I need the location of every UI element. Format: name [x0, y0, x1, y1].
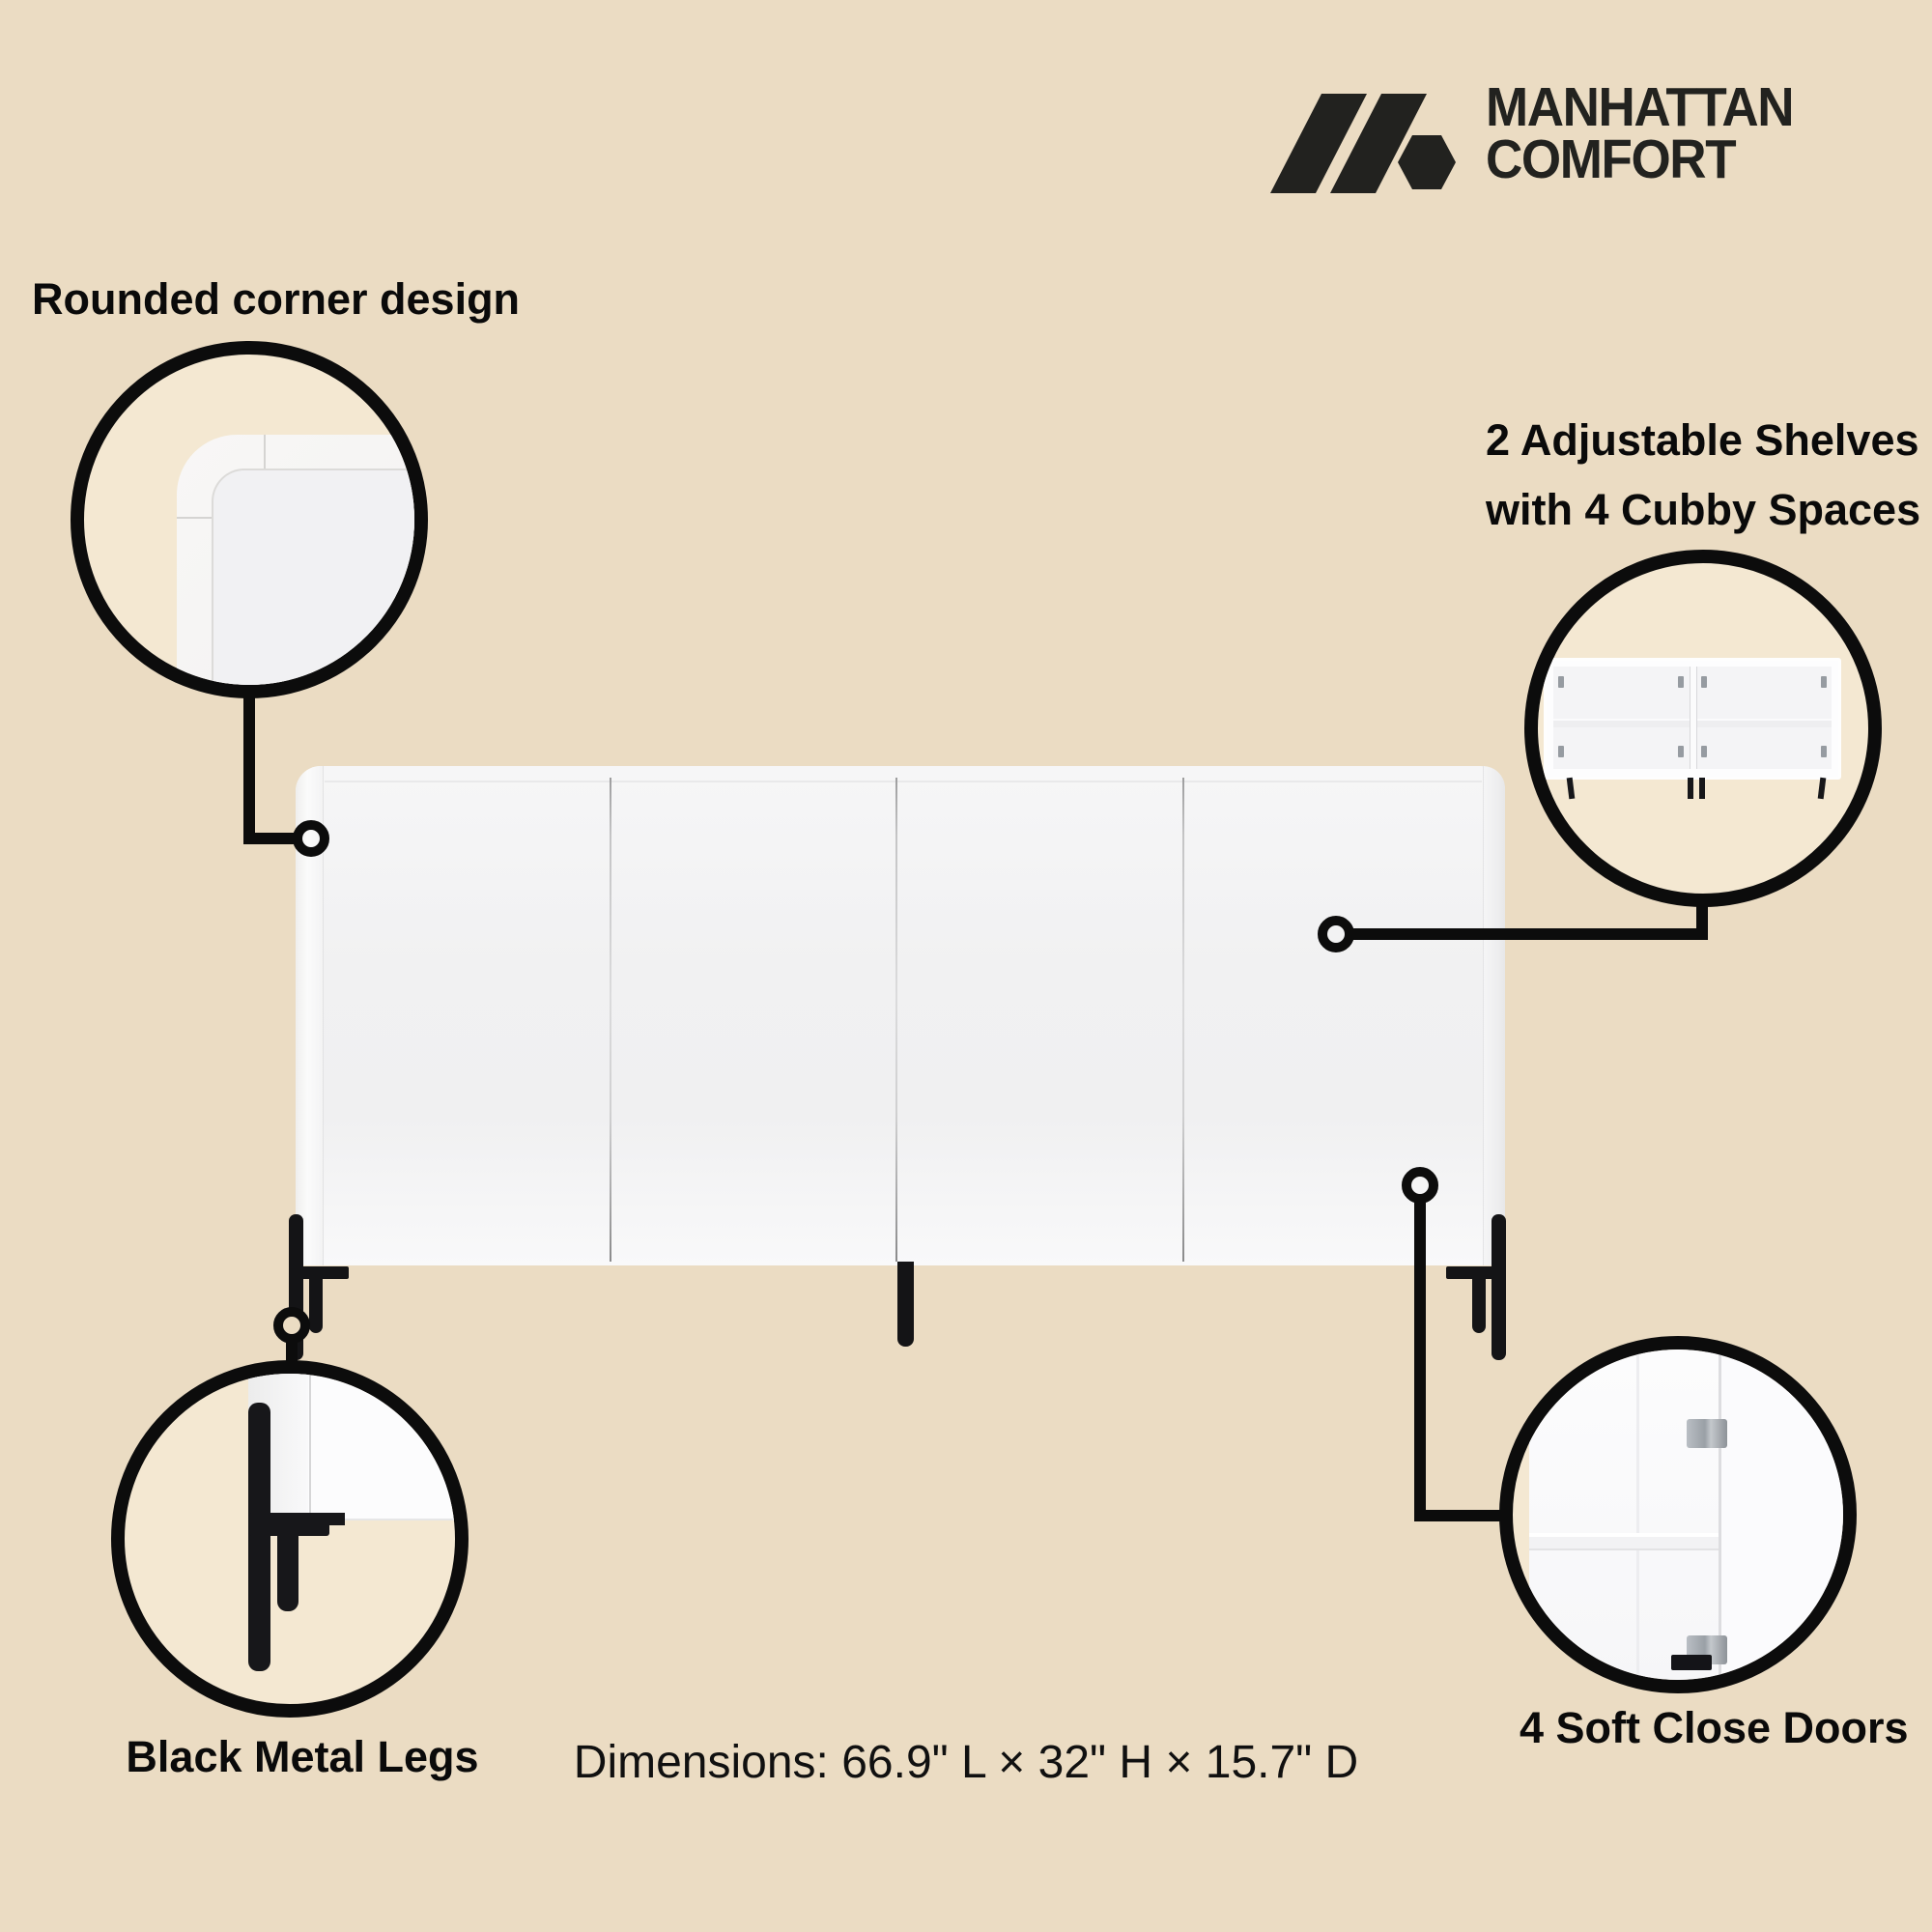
soft-close-doors-label: 4 Soft Close Doors [1520, 1703, 1909, 1752]
callout-dot-legs [273, 1307, 310, 1344]
corner-left-seam [177, 517, 212, 519]
mini-leg [1688, 778, 1693, 799]
mini-hinge-icon [1701, 746, 1707, 757]
cabinet-bottom-corner [248, 1374, 455, 1520]
corner-top-seam [264, 435, 266, 469]
left-leg-post [309, 1275, 323, 1333]
connector-doors-horizontal [1414, 1510, 1511, 1521]
brand-name [1486, 76, 1794, 190]
interior-back-corner [1636, 1350, 1639, 1680]
mini-leg [1818, 778, 1827, 800]
sideboard-product-image [296, 766, 1505, 1265]
corner-door-face [212, 469, 414, 685]
right-leg-post [1472, 1275, 1486, 1333]
mini-open-sideboard [1544, 658, 1841, 780]
mini-leg [1567, 778, 1576, 800]
corner-panel-edge [177, 435, 414, 685]
metal-leg-bracket-tip [326, 1513, 345, 1525]
callout-dot-doors [1402, 1167, 1438, 1204]
doors-detail-circle [1499, 1336, 1857, 1693]
mini-hinge-icon [1558, 676, 1564, 688]
brand-name-line2: COMFORT [1486, 128, 1736, 190]
doors-detail-image [1513, 1350, 1843, 1680]
shelves-label-line1: 2 Adjustable Shelves [1486, 415, 1919, 465]
shelves-label-line2: with 4 Cubby Spaces [1486, 485, 1921, 534]
mini-leg [1699, 778, 1705, 799]
cabinet-top-seam [325, 781, 1482, 782]
cabinet-right-edge [1483, 766, 1505, 1265]
callout-dot-shelves [1318, 916, 1354, 952]
brand-logo-icon [1268, 93, 1462, 199]
rounded-corner-label: Rounded corner design [32, 274, 521, 324]
mini-hinge-icon [1678, 746, 1684, 757]
door-seam-2 [895, 778, 897, 1262]
mini-center-divider [1690, 667, 1697, 769]
dimensions-text: Dimensions: 66.9" L × 32" H × 15.7" D [573, 1737, 1359, 1788]
connector-doors-vertical [1414, 1200, 1426, 1521]
middle-leg [897, 1262, 914, 1347]
connector-corner-horizontal [243, 833, 297, 844]
rounded-corner-detail-circle [71, 341, 428, 698]
door-bottom-foot [1671, 1655, 1712, 1670]
legs-detail-circle [111, 1360, 469, 1718]
legs-detail-image [125, 1374, 455, 1704]
logo-hexagon [1398, 135, 1456, 189]
connector-corner-vertical [243, 692, 255, 838]
soft-close-hinge-icon [1687, 1419, 1727, 1448]
shelves-detail-image [1538, 563, 1868, 894]
black-metal-legs-label: Black Metal Legs [126, 1732, 479, 1781]
open-door-panel [1719, 1350, 1843, 1680]
shelves-detail-circle [1524, 550, 1882, 907]
right-leg-side-bar [1492, 1214, 1506, 1360]
brand-name-line1: MANHATTAN [1486, 76, 1794, 138]
door-seam-3 [1182, 778, 1184, 1262]
rounded-corner-detail-image [84, 355, 414, 685]
door-seam-1 [610, 778, 611, 1262]
metal-leg-rear-post [277, 1536, 298, 1611]
mini-hinge-icon [1558, 746, 1564, 757]
mini-hinge-icon [1821, 746, 1827, 757]
mini-hinge-icon [1678, 676, 1684, 688]
mini-hinge-icon [1701, 676, 1707, 688]
connector-shelves-horizontal [1350, 928, 1708, 940]
mini-hinge-icon [1821, 676, 1827, 688]
interior-shelf [1529, 1533, 1719, 1550]
cabinet-door-seam [309, 1374, 311, 1519]
callout-dot-rounded-corner [293, 820, 329, 857]
metal-leg-side-bar [248, 1403, 270, 1671]
metal-leg-bracket [248, 1513, 329, 1536]
open-cabinet-interior [1529, 1350, 1719, 1680]
shelves-label [1486, 406, 1920, 545]
